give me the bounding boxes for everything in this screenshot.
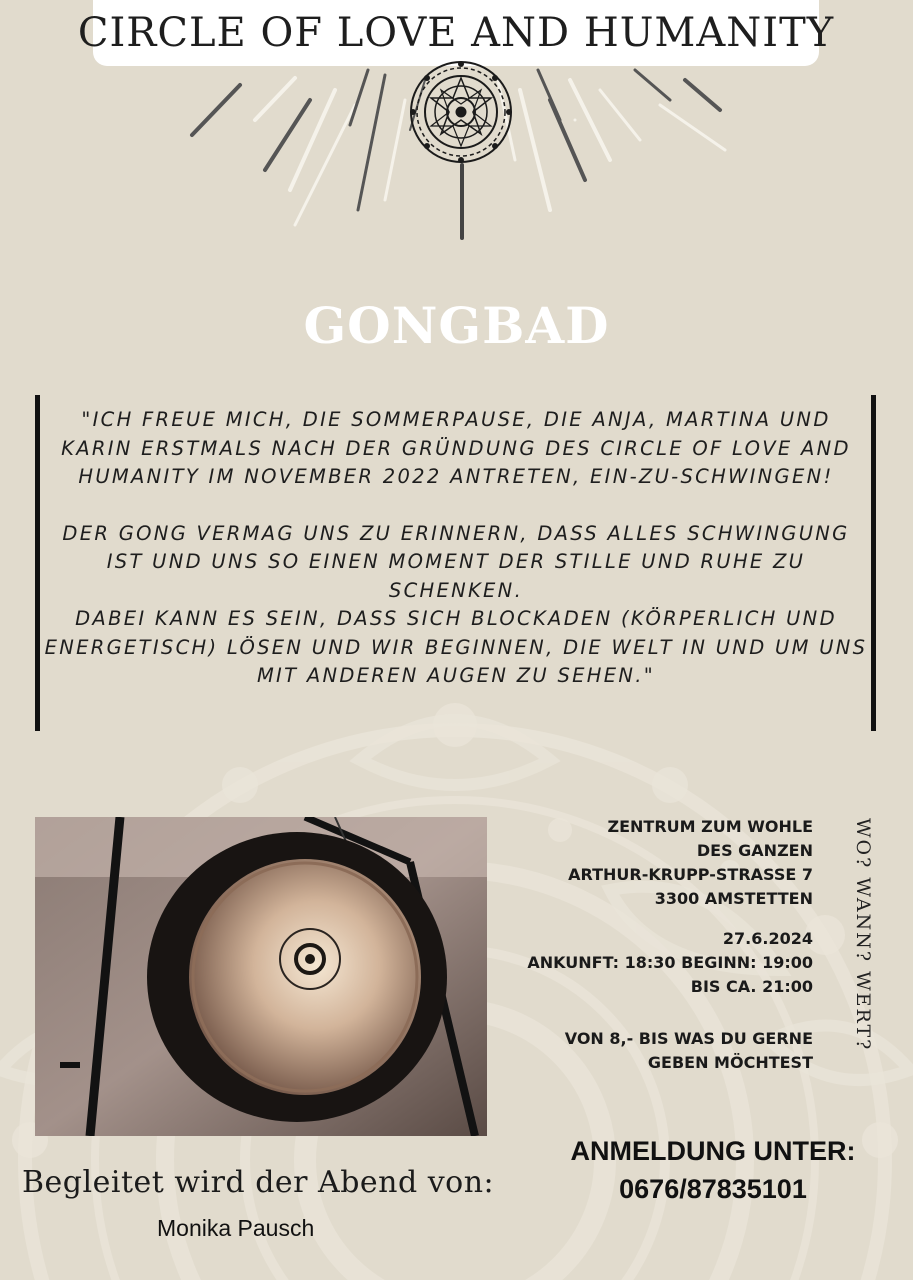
quote-block xyxy=(42,406,870,691)
event-details xyxy=(413,815,813,1075)
quote-paragraph: "ICH FREUE MICH, DIE SOMMERPAUSE, DIE ANJA, MARTINA UND KARIN ERSTMALS NACH DER GRÜNDUNG DES CIRCLE OF LOVE AND HUMANITY IM NOVEMBER 2022 ANTRETEN, EIN-ZU-SCHWINGEN! xyxy=(61,408,851,488)
title-banner xyxy=(77,0,835,66)
quote-paragraph: DER GONG VERMAG UNS ZU ERINNERN, DASS ALLES SCHWINGUNG IST UND UNS SO EINEN MOMENT DER STILLE UND RUHE ZU SCHENKEN. xyxy=(62,521,850,602)
event-end: BIS CA. 21:00 xyxy=(690,977,813,996)
price-line1: VON 8,- BIS WAS DU GERNE xyxy=(564,1029,813,1048)
quote-bar-right xyxy=(871,395,876,731)
quote-paragraph: DABEI KANN ES SEIN, DASS SICH BLOCKADEN (KÖRPERLICH UND ENERGETISCH) LÖSEN UND WIR BEGINNEN, DIE WELT IN UND UM UNS MIT ANDEREN AUGEN ZU SEHEN." xyxy=(44,607,868,687)
venue-street: ARTHUR-KRUPP-STRASSE 7 xyxy=(568,865,813,884)
side-label xyxy=(830,818,874,1108)
side-label-text: WO? WANN? WERT? xyxy=(852,818,874,1052)
registration-phone: 0676/87835101 xyxy=(619,1174,807,1204)
venue-city: 3300 AMSTETTEN xyxy=(654,889,813,908)
price-line2: GEBEN MÖCHTEST xyxy=(647,1053,813,1072)
host-intro: Begleitet wird der Abend von: xyxy=(22,1165,495,1200)
registration xyxy=(548,1132,878,1208)
registration-label: ANMELDUNG UNTER: xyxy=(570,1136,856,1166)
event-series-title: CIRCLE OF LOVE AND HUMANITY xyxy=(77,10,835,56)
venue-name-line2: DES GANZEN xyxy=(696,841,813,860)
mandala-icon xyxy=(407,58,515,166)
quote-bar-left xyxy=(35,395,40,731)
event-arrival-start: ANKUNFT: 18:30 BEGINN: 19:00 xyxy=(527,953,813,972)
venue-name-line1: ZENTRUM ZUM WOHLE xyxy=(607,817,813,836)
host-name: Monika Pausch xyxy=(157,1215,315,1241)
event-heading: GONGBAD xyxy=(303,296,610,355)
event-date: 27.6.2024 xyxy=(722,929,813,948)
